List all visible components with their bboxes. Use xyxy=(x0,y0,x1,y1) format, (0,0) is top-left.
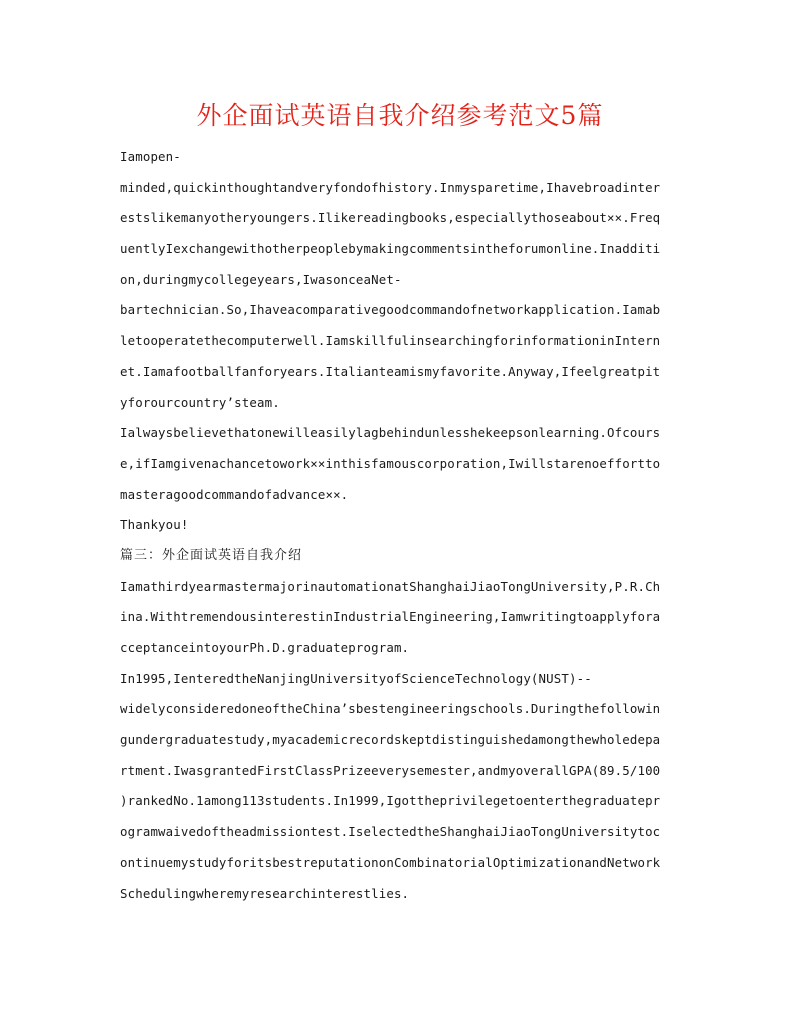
body-line: gundergraduatestudy,myacademicrecordskeptdistinguishedamongthewholedepa xyxy=(120,732,661,748)
body-line: )rankedNo.1among113students.In1999,Igottheprivilegetoenterthegraduatepr xyxy=(120,793,661,809)
body-line: estslikemanyotheryoungers.Ilikereadingbooks,especiallythoseabout××.Freq xyxy=(120,210,661,226)
body-line: Thankyou! xyxy=(120,517,189,533)
body-line: widelyconsideredoneoftheChina’sbestengineeringschools.Duringthefollowin xyxy=(120,701,661,717)
section-heading: 篇三：外企面试英语自我介绍 xyxy=(120,547,303,563)
body-line: yforourcountry’steam. xyxy=(120,394,280,410)
body-line: e,ifIamgivenachancetowork××inthisfamouscorporation,Iwillstarenoeffortto xyxy=(120,455,661,471)
body-line: rtment.IwasgrantedFirstClassPrizeeverysemester,andmyoverallGPA(89.5/100 xyxy=(120,762,661,778)
body-line: masteragoodcommandofadvance××. xyxy=(120,486,349,502)
body-line: bartechnician.So,Ihaveacomparativegoodcommandofnetworkapplication.Iamab xyxy=(120,302,661,318)
body-line: on,duringmycollegeyears,IwasonceaNet- xyxy=(120,271,402,287)
body-line: In1995,IenteredtheNanjingUniversityofScienceTechnology(NUST)-- xyxy=(120,670,592,686)
body-line: Ialwaysbelievethatonewilleasilylagbehindunlesshekeepsonlearning.Ofcours xyxy=(120,425,661,441)
body-line: cceptanceintoyourPh.D.graduateprogram. xyxy=(120,640,410,655)
body-line: ogramwaivedoftheadmissiontest.IselectedtheShanghaiJiaoTongUniversitytoc xyxy=(120,824,661,840)
body-line: Iamopen- xyxy=(120,149,181,164)
body-line: Schedulingwheremyresearchinterestlies. xyxy=(120,885,410,901)
body-line: minded,quickinthoughtandveryfondofhistory.Inmysparetime,Ihavebroadinter xyxy=(120,179,661,195)
body-line: ina.WithtremendousinterestinIndustrialEngineering,Iamwritingtoapplyfora xyxy=(120,609,661,625)
document-body xyxy=(120,142,680,909)
body-line: ontinuemystudyforitsbestreputationonCombinatorialOptimizationandNetwork xyxy=(120,854,661,870)
body-line: et.Iamafootballfanforyears.Italianteamismyfavorite.Anyway,Ifeelgreatpit xyxy=(120,363,661,379)
body-line: uentlyIexchangewithotherpeoplebymakingcommentsintheforumonline.Inadditi xyxy=(120,241,661,257)
body-line: IamathirdyearmastermajorinautomationatShanghaiJiaoTongUniversity,P.R.Ch xyxy=(120,578,661,594)
body-line: letooperatethecomputerwell.IamskillfulinsearchingforinformationinIntern xyxy=(120,333,661,349)
document-title: 外企面试英语自我介绍参考范文5篇 xyxy=(196,101,604,130)
